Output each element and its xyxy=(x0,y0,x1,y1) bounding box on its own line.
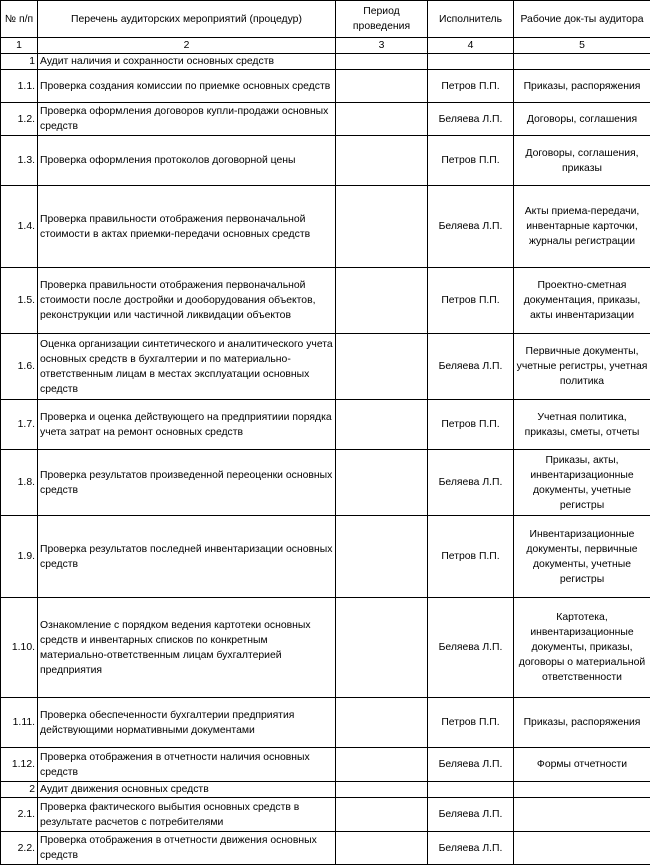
docs-cell xyxy=(514,54,650,70)
row-number: 1.10. xyxy=(1,598,38,698)
period-cell xyxy=(336,450,428,516)
procedure-cell: Проверка фактического выбытия основных средств в результате расчетов с потребителями xyxy=(38,798,336,832)
procedure-cell: Оценка организации синтетического и аналитического учета основных средств в бухгалтерии и по материально-ответственным лицам в местах эксплуатации основных средств xyxy=(38,334,336,400)
table-row xyxy=(1,400,650,450)
executor-cell: Петров П.П. xyxy=(428,400,514,450)
procedure-cell: Аудит наличия и сохранности основных средств xyxy=(38,54,336,70)
docs-cell: Приказы, акты, инвентаризационные документы, учетные регистры xyxy=(514,450,650,516)
docs-cell: Формы отчетности xyxy=(514,748,650,782)
table-row xyxy=(1,798,650,832)
table-row xyxy=(1,832,650,865)
executor-cell: Беляева Л.П. xyxy=(428,450,514,516)
docs-cell xyxy=(514,782,650,798)
table-row xyxy=(1,54,650,70)
header-num: № п/п xyxy=(1,1,38,38)
executor-cell: Беляева Л.П. xyxy=(428,832,514,865)
column-number: 4 xyxy=(428,38,514,54)
row-number: 1.9. xyxy=(1,516,38,598)
row-number: 1.8. xyxy=(1,450,38,516)
header-docs: Рабочие док-ты аудитора xyxy=(514,1,650,38)
procedure-cell: Проверка правильности отображения первоначальной стоимости после достройки и дооборудования объектов, реконструкции или частичной ликвидации объектов xyxy=(38,268,336,334)
docs-cell: Договоры, соглашения xyxy=(514,103,650,136)
row-number: 2 xyxy=(1,782,38,798)
executor-cell: Беляева Л.П. xyxy=(428,598,514,698)
docs-cell: Договоры, соглашения, приказы xyxy=(514,136,650,186)
table-row xyxy=(1,70,650,103)
header-executor: Исполнитель xyxy=(428,1,514,38)
column-number: 2 xyxy=(38,38,336,54)
procedure-cell: Проверка отображения в отчетности наличия основных средств xyxy=(38,748,336,782)
table-row xyxy=(1,516,650,598)
column-number: 3 xyxy=(336,38,428,54)
docs-cell: Приказы, распоряжения xyxy=(514,698,650,748)
executor-cell: Беляева Л.П. xyxy=(428,748,514,782)
period-cell xyxy=(336,268,428,334)
column-numbers-row xyxy=(1,38,650,54)
executor-cell: Беляева Л.П. xyxy=(428,334,514,400)
executor-cell: Беляева Л.П. xyxy=(428,103,514,136)
executor-cell xyxy=(428,54,514,70)
docs-cell: Первичные документы, учетные регистры, учетная политика xyxy=(514,334,650,400)
docs-cell: Учетная политика, приказы, сметы, отчеты xyxy=(514,400,650,450)
docs-cell: Акты приема-передачи, инвентарные карточки, журналы регистрации xyxy=(514,186,650,268)
table-row xyxy=(1,186,650,268)
executor-cell: Беляева Л.П. xyxy=(428,186,514,268)
procedure-cell: Проверка создания комиссии по приемке основных средств xyxy=(38,70,336,103)
procedure-cell: Проверка правильности отображения первоначальной стоимости в актах приемки-передачи основных средств xyxy=(38,186,336,268)
period-cell xyxy=(336,400,428,450)
row-number: 1.6. xyxy=(1,334,38,400)
executor-cell xyxy=(428,782,514,798)
period-cell xyxy=(336,334,428,400)
row-number: 1 xyxy=(1,54,38,70)
executor-cell: Петров П.П. xyxy=(428,698,514,748)
period-cell xyxy=(336,516,428,598)
procedure-cell: Проверка и оценка действующего на предприятиии порядка учета затрат на ремонт основных средств xyxy=(38,400,336,450)
period-cell xyxy=(336,748,428,782)
procedure-cell: Проверка результатов последней инвентаризации основных средств xyxy=(38,516,336,598)
table-row xyxy=(1,450,650,516)
procedure-cell: Аудит движения основных средств xyxy=(38,782,336,798)
procedure-cell: Проверка оформления договоров купли-продажи основных средств xyxy=(38,103,336,136)
docs-cell xyxy=(514,832,650,865)
period-cell xyxy=(336,70,428,103)
table-row xyxy=(1,136,650,186)
table-row xyxy=(1,748,650,782)
docs-cell xyxy=(514,798,650,832)
row-number: 1.11. xyxy=(1,698,38,748)
period-cell xyxy=(336,798,428,832)
table-row xyxy=(1,103,650,136)
executor-cell: Петров П.П. xyxy=(428,268,514,334)
procedure-cell: Проверка оформления протоколов договорной цены xyxy=(38,136,336,186)
executor-cell: Беляева Л.П. xyxy=(428,798,514,832)
period-cell xyxy=(336,54,428,70)
executor-cell: Петров П.П. xyxy=(428,136,514,186)
table-row xyxy=(1,268,650,334)
row-number: 1.5. xyxy=(1,268,38,334)
header-procedure: Перечень аудиторских мероприятий (процедур) xyxy=(38,1,336,38)
procedure-cell: Проверка отображения в отчетности движения основных средств xyxy=(38,832,336,865)
period-cell xyxy=(336,698,428,748)
row-number: 1.3. xyxy=(1,136,38,186)
docs-cell: Инвентаризационные документы, первичные документы, учетные регистры xyxy=(514,516,650,598)
docs-cell: Картотека, инвентаризационные документы, приказы, договоры о материальной ответственности xyxy=(514,598,650,698)
procedure-cell: Проверка результатов произведенной переоценки основных средств xyxy=(38,450,336,516)
procedure-cell: Ознакомление с порядком ведения картотеки основных средств и инвентарных списков по конкретным материально-ответственным лицам бухгалтерией предприятия xyxy=(38,598,336,698)
column-number: 1 xyxy=(1,38,38,54)
header-period: Период проведения xyxy=(336,1,428,38)
row-number: 2.2. xyxy=(1,832,38,865)
docs-cell: Приказы, распоряжения xyxy=(514,70,650,103)
row-number: 1.1. xyxy=(1,70,38,103)
period-cell xyxy=(336,782,428,798)
docs-cell: Проектно-сметная документация, приказы, акты инвентаризации xyxy=(514,268,650,334)
executor-cell: Петров П.П. xyxy=(428,70,514,103)
period-cell xyxy=(336,136,428,186)
row-number: 1.2. xyxy=(1,103,38,136)
period-cell xyxy=(336,832,428,865)
row-number: 1.7. xyxy=(1,400,38,450)
row-number: 1.4. xyxy=(1,186,38,268)
period-cell xyxy=(336,103,428,136)
executor-cell: Петров П.П. xyxy=(428,516,514,598)
header-row xyxy=(1,1,650,38)
row-number: 1.12. xyxy=(1,748,38,782)
row-number: 2.1. xyxy=(1,798,38,832)
period-cell xyxy=(336,598,428,698)
period-cell xyxy=(336,186,428,268)
procedure-cell: Проверка обеспеченности бухгалтерии предприятия действующими нормативными документами xyxy=(38,698,336,748)
column-number: 5 xyxy=(514,38,650,54)
table-row xyxy=(1,698,650,748)
table-row xyxy=(1,334,650,400)
table-row xyxy=(1,782,650,798)
table-row xyxy=(1,598,650,698)
